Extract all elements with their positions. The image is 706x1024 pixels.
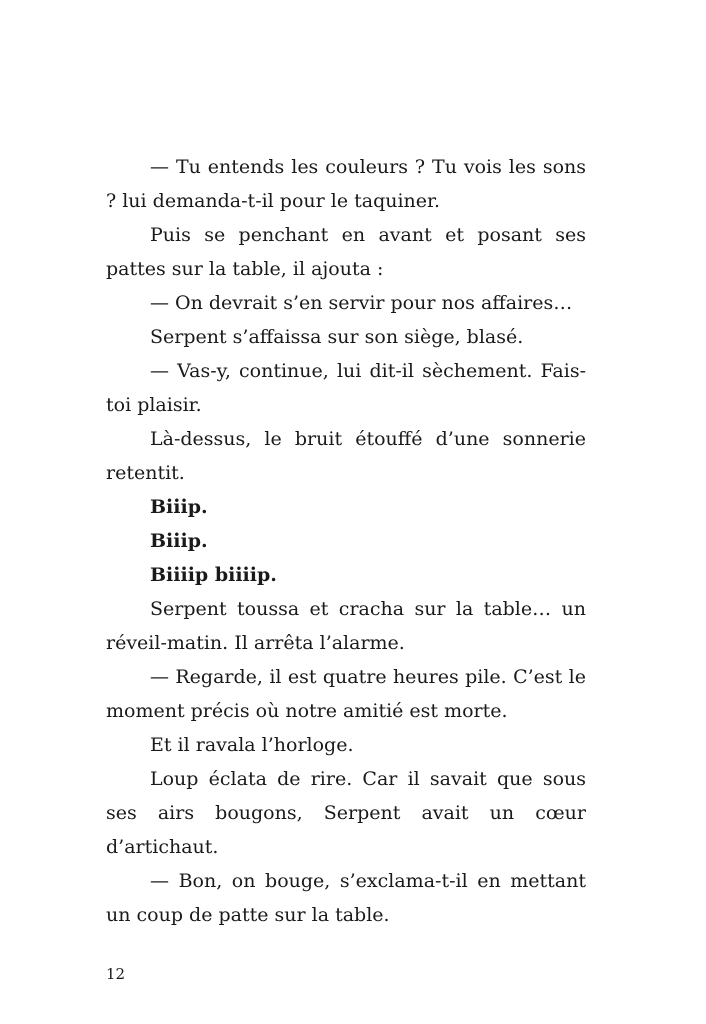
sound-effect-paragraph: Biiiip biiiip. [150, 564, 277, 586]
sound-effect-paragraph: Biiip. [150, 496, 208, 518]
paragraph: — Bon, on bouge, s’exclama-t-il en mettant un coup de patte sur la table. [106, 870, 586, 926]
paragraph: — On devrait s’en servir pour nos affaires… [150, 292, 573, 314]
paragraph: — Tu entends les couleurs ? Tu vois les sons ? lui demanda-t-il pour le taquiner. [106, 156, 586, 212]
paragraph: Là-dessus, le bruit étouffé d’une sonnerie retentit. [106, 428, 586, 484]
paragraph: Puis se penchant en avant et posant ses pattes sur la table, il ajouta : [106, 224, 586, 280]
sound-effect-paragraph: Biiip. [150, 530, 208, 552]
page-number: 12 [106, 965, 126, 983]
paragraph: Et il ravala l’horloge. [150, 734, 354, 756]
paragraph: Loup éclata de rire. Car il savait que sous ses airs bougons, Serpent avait un cœur d’artichaut. [106, 768, 586, 858]
paragraph: — Regarde, il est quatre heures pile. C’est le moment précis où notre amitié est morte. [106, 666, 586, 722]
paragraph: Serpent toussa et cracha sur la table… un réveil-matin. Il arrêta l’alarme. [106, 598, 586, 654]
body-text [106, 150, 586, 932]
paragraph: Serpent s’affaissa sur son siège, blasé. [150, 326, 524, 348]
paragraph: — Vas-y, continue, lui dit-il sèchement. Fais-toi plaisir. [106, 360, 586, 416]
